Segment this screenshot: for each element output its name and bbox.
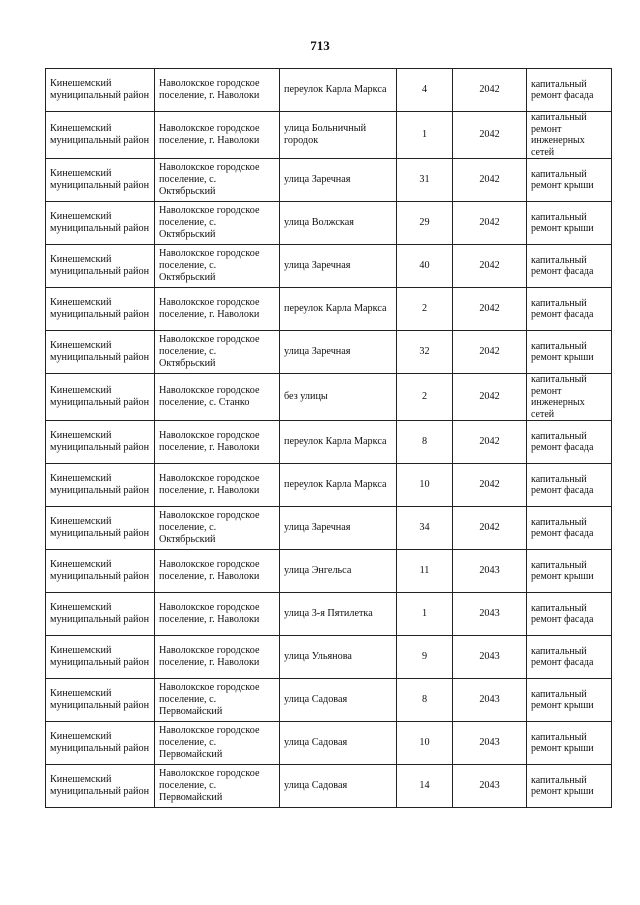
year-cell: 2042 (453, 421, 527, 464)
district-cell: Кинешемский муниципальный район (46, 69, 155, 112)
table-row (46, 464, 612, 507)
district-cell: Кинешемский муниципальный район (46, 331, 155, 374)
settlement-cell: Наволокское городское поселение, с. Октябрьский (155, 507, 280, 550)
district-cell: Кинешемский муниципальный район (46, 507, 155, 550)
district-cell: Кинешемский муниципальный район (46, 765, 155, 808)
street-cell: переулок Карла Маркса (280, 464, 397, 507)
street-cell: улица Энгельса (280, 550, 397, 593)
district-cell: Кинешемский муниципальный район (46, 421, 155, 464)
house-number-cell: 40 (397, 245, 453, 288)
table-row (46, 288, 612, 331)
year-cell: 2043 (453, 765, 527, 808)
year-cell: 2042 (453, 464, 527, 507)
street-cell: переулок Карла Маркса (280, 69, 397, 112)
table-row (46, 331, 612, 374)
district-cell: Кинешемский муниципальный район (46, 245, 155, 288)
street-cell: улица Садовая (280, 722, 397, 765)
table-row (46, 159, 612, 202)
street-cell: улица Садовая (280, 679, 397, 722)
house-number-cell: 1 (397, 593, 453, 636)
district-cell: Кинешемский муниципальный район (46, 679, 155, 722)
house-number-cell: 11 (397, 550, 453, 593)
table-row (46, 507, 612, 550)
house-number-cell: 2 (397, 374, 453, 421)
work-type-cell: капитальный ремонт крыши (527, 159, 612, 202)
year-cell: 2043 (453, 722, 527, 765)
settlement-cell: Наволокское городское поселение, г. Наволоки (155, 636, 280, 679)
work-type-cell: капитальный ремонт фасада (527, 464, 612, 507)
settlement-cell: Наволокское городское поселение, с. Октябрьский (155, 331, 280, 374)
street-cell: улица Заречная (280, 245, 397, 288)
work-type-cell: капитальный ремонт крыши (527, 765, 612, 808)
settlement-cell: Наволокское городское поселение, г. Наволоки (155, 288, 280, 331)
work-type-cell: капитальный ремонт крыши (527, 722, 612, 765)
district-cell: Кинешемский муниципальный район (46, 202, 155, 245)
work-type-cell: капитальный ремонт инженерных сетей (527, 112, 612, 159)
year-cell: 2042 (453, 288, 527, 331)
table-row (46, 421, 612, 464)
year-cell: 2042 (453, 374, 527, 421)
house-number-cell: 10 (397, 722, 453, 765)
street-cell: переулок Карла Маркса (280, 288, 397, 331)
work-type-cell: капитальный ремонт инженерных сетей (527, 374, 612, 421)
year-cell: 2042 (453, 331, 527, 374)
district-cell: Кинешемский муниципальный район (46, 112, 155, 159)
table-row (46, 679, 612, 722)
street-cell: улица Заречная (280, 331, 397, 374)
district-cell: Кинешемский муниципальный район (46, 636, 155, 679)
work-type-cell: капитальный ремонт фасада (527, 69, 612, 112)
district-cell: Кинешемский муниципальный район (46, 593, 155, 636)
settlement-cell: Наволокское городское поселение, с. Первомайский (155, 765, 280, 808)
table-row (46, 374, 612, 421)
year-cell: 2043 (453, 550, 527, 593)
work-type-cell: капитальный ремонт крыши (527, 202, 612, 245)
table-body (46, 69, 612, 808)
work-type-cell: капитальный ремонт фасада (527, 636, 612, 679)
street-cell: улица Ульянова (280, 636, 397, 679)
settlement-cell: Наволокское городское поселение, с. Октябрьский (155, 159, 280, 202)
table-row (46, 765, 612, 808)
page-number: 713 (310, 38, 330, 53)
house-number-cell: 10 (397, 464, 453, 507)
district-cell: Кинешемский муниципальный район (46, 159, 155, 202)
settlement-cell: Наволокское городское поселение, с. Первомайский (155, 722, 280, 765)
work-type-cell: капитальный ремонт крыши (527, 550, 612, 593)
street-cell: переулок Карла Маркса (280, 421, 397, 464)
year-cell: 2042 (453, 112, 527, 159)
year-cell: 2042 (453, 159, 527, 202)
year-cell: 2043 (453, 636, 527, 679)
house-number-cell: 34 (397, 507, 453, 550)
housing-repair-table (45, 68, 612, 808)
house-number-cell: 9 (397, 636, 453, 679)
table-row (46, 722, 612, 765)
district-cell: Кинешемский муниципальный район (46, 722, 155, 765)
work-type-cell: капитальный ремонт фасада (527, 288, 612, 331)
year-cell: 2042 (453, 245, 527, 288)
table-row (46, 69, 612, 112)
work-type-cell: капитальный ремонт фасада (527, 507, 612, 550)
work-type-cell: капитальный ремонт фасада (527, 593, 612, 636)
district-cell: Кинешемский муниципальный район (46, 374, 155, 421)
house-number-cell: 1 (397, 112, 453, 159)
table-row (46, 636, 612, 679)
house-number-cell: 29 (397, 202, 453, 245)
settlement-cell: Наволокское городское поселение, с. Октябрьский (155, 245, 280, 288)
street-cell: без улицы (280, 374, 397, 421)
street-cell: улица Заречная (280, 507, 397, 550)
table-row (46, 112, 612, 159)
table-row (46, 202, 612, 245)
year-cell: 2042 (453, 507, 527, 550)
work-type-cell: капитальный ремонт крыши (527, 331, 612, 374)
settlement-cell: Наволокское городское поселение, г. Наволоки (155, 550, 280, 593)
settlement-cell: Наволокское городское поселение, с. Первомайский (155, 679, 280, 722)
house-number-cell: 8 (397, 679, 453, 722)
settlement-cell: Наволокское городское поселение, г. Наволоки (155, 69, 280, 112)
table-row (46, 593, 612, 636)
work-type-cell: капитальный ремонт фасада (527, 421, 612, 464)
street-cell: улица Заречная (280, 159, 397, 202)
street-cell: улица 3-я Пятилетка (280, 593, 397, 636)
settlement-cell: Наволокское городское поселение, г. Наволоки (155, 112, 280, 159)
work-type-cell: капитальный ремонт фасада (527, 245, 612, 288)
district-cell: Кинешемский муниципальный район (46, 288, 155, 331)
house-number-cell: 31 (397, 159, 453, 202)
settlement-cell: Наволокское городское поселение, г. Наволоки (155, 421, 280, 464)
house-number-cell: 2 (397, 288, 453, 331)
year-cell: 2043 (453, 593, 527, 636)
year-cell: 2042 (453, 69, 527, 112)
house-number-cell: 32 (397, 331, 453, 374)
street-cell: улица Садовая (280, 765, 397, 808)
table-row (46, 245, 612, 288)
settlement-cell: Наволокское городское поселение, с. Октябрьский (155, 202, 280, 245)
house-number-cell: 14 (397, 765, 453, 808)
year-cell: 2043 (453, 679, 527, 722)
work-type-cell: капитальный ремонт крыши (527, 679, 612, 722)
street-cell: улица Волжская (280, 202, 397, 245)
settlement-cell: Наволокское городское поселение, г. Наволоки (155, 593, 280, 636)
settlement-cell: Наволокское городское поселение, с. Станко (155, 374, 280, 421)
house-number-cell: 8 (397, 421, 453, 464)
house-number-cell: 4 (397, 69, 453, 112)
table-row (46, 550, 612, 593)
district-cell: Кинешемский муниципальный район (46, 550, 155, 593)
year-cell: 2042 (453, 202, 527, 245)
street-cell: улица Больничный городок (280, 112, 397, 159)
district-cell: Кинешемский муниципальный район (46, 464, 155, 507)
settlement-cell: Наволокское городское поселение, г. Наволоки (155, 464, 280, 507)
